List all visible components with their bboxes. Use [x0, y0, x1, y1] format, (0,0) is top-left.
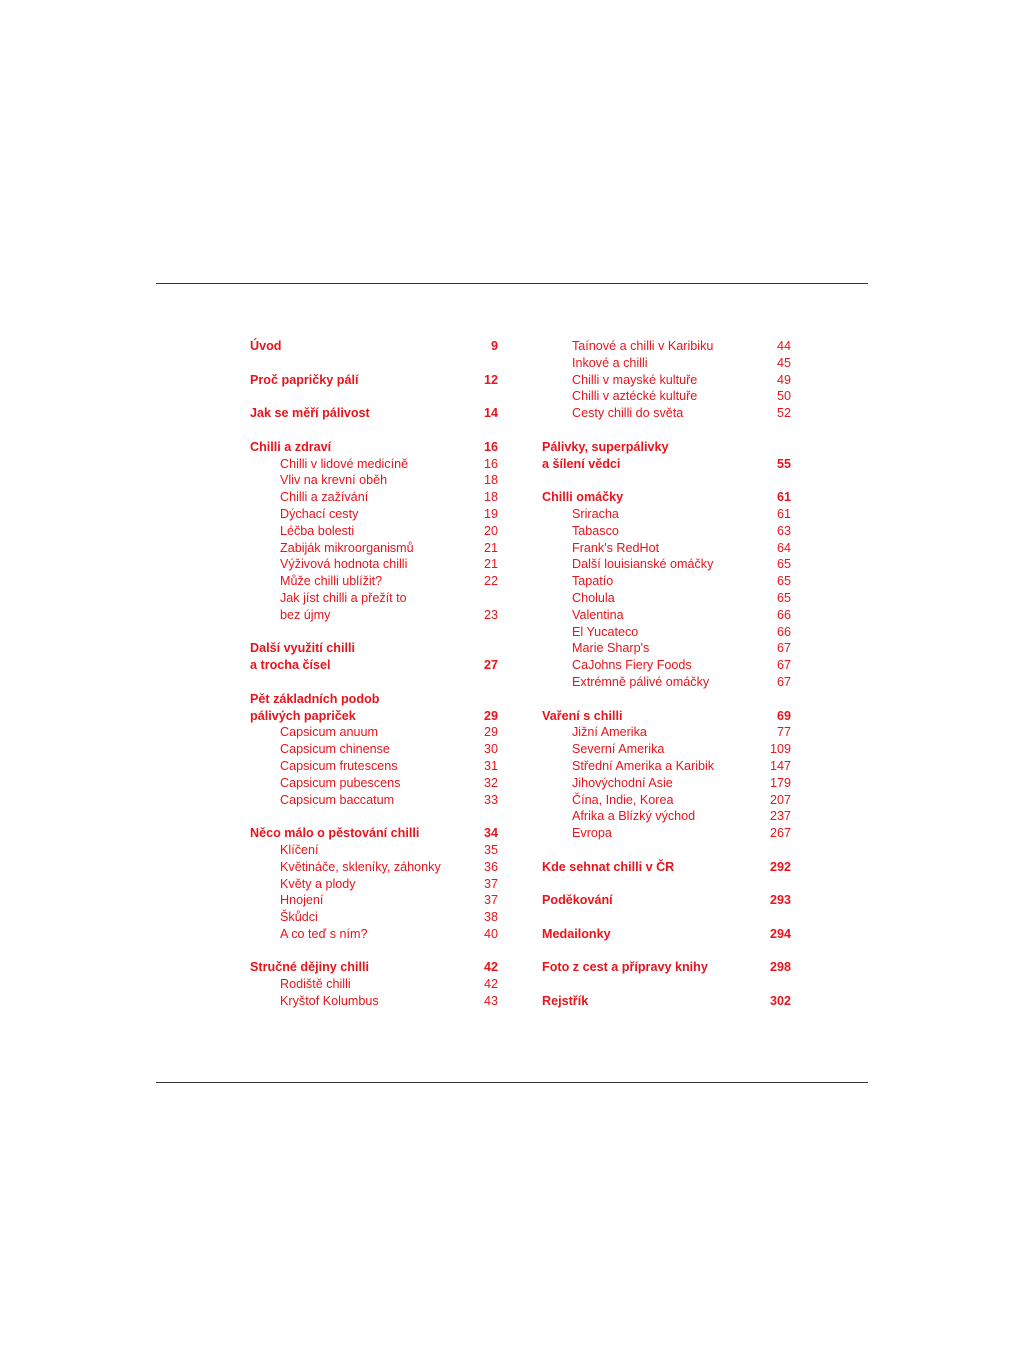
- toc-page-number: 29: [483, 725, 498, 740]
- toc-subsection: [250, 724, 498, 741]
- toc-page-number: 36: [483, 859, 498, 874]
- toc-chapter: [542, 708, 791, 725]
- toc-entry-title: Květy a plody: [280, 876, 356, 891]
- toc-chapter: [250, 338, 498, 355]
- toc-subsection: [250, 523, 498, 540]
- toc-entry-title: Tapatío: [572, 574, 614, 589]
- toc-chapter: [250, 691, 498, 708]
- toc-subsection: [542, 540, 791, 557]
- toc-spacer: [542, 909, 791, 926]
- toc-subsection: [250, 909, 498, 926]
- toc-page-number: 29: [483, 708, 498, 723]
- toc-page-number: 64: [776, 540, 791, 555]
- toc-page-number: 65: [776, 557, 791, 572]
- toc-chapter: [542, 993, 791, 1010]
- toc-subsection: [542, 775, 791, 792]
- toc-entry-title: Inkové a chilli: [572, 355, 648, 370]
- toc-page-number: 37: [483, 893, 498, 908]
- toc-page-number: 35: [483, 842, 498, 857]
- toc-chapter: [542, 926, 791, 943]
- toc-subsection: [542, 355, 791, 372]
- toc-subsection: [542, 724, 791, 741]
- toc-page-number: 66: [776, 624, 791, 639]
- toc-entry-title: a trocha čísel: [250, 658, 331, 673]
- toc-entry-title: Léčba bolesti: [280, 523, 355, 538]
- toc-spacer: [542, 876, 791, 893]
- toc-entry-title: Střední Amerika a Karibik: [572, 758, 715, 773]
- toc-page-number: 42: [483, 960, 498, 975]
- toc-entry-title: bez újmy: [280, 607, 331, 622]
- toc-page-number: 45: [776, 355, 791, 370]
- toc-subsection: [542, 640, 791, 657]
- toc-entry-title: Škůdci: [280, 910, 318, 925]
- toc-page-number: 50: [776, 389, 791, 404]
- toc-subsection: [250, 607, 498, 624]
- toc-entry-title: Něco málo o pěstování chilli: [250, 826, 420, 841]
- toc-subsection: [250, 540, 498, 557]
- toc-page-number: 12: [483, 372, 498, 387]
- toc-entry-title: Afrika a Blízký východ: [572, 809, 696, 824]
- toc-subsection: [542, 338, 791, 355]
- toc-spacer: [250, 388, 498, 405]
- toc-subsection: [250, 892, 498, 909]
- toc-subsection: [542, 825, 791, 842]
- toc-entry-title: Chilli v mayské kultuře: [572, 372, 698, 387]
- toc-entry-title: Valentina: [572, 607, 624, 622]
- toc-subsection: [250, 456, 498, 473]
- toc-entry-title: Úvod: [250, 339, 282, 353]
- toc-page-number: 61: [776, 506, 791, 521]
- toc-page-number: 18: [483, 473, 498, 488]
- toc-page-number: 179: [769, 775, 791, 790]
- toc-page-number: 207: [769, 792, 791, 807]
- toc-page-number: 267: [769, 826, 791, 841]
- toc-entry-title: Sriracha: [572, 506, 619, 521]
- toc-entry-title: Zabiják mikroorganismů: [280, 540, 414, 555]
- toc-spacer: [542, 472, 791, 489]
- toc-entry-title: Klíčení: [280, 842, 319, 857]
- toc-spacer: [542, 691, 791, 708]
- toc-subsection: [542, 607, 791, 624]
- toc-page-number: 77: [776, 725, 791, 740]
- toc-entry-title: Hnojení: [280, 893, 324, 908]
- toc-page-number: 33: [483, 792, 498, 807]
- toc-entry-title: Dýchací cesty: [280, 506, 359, 521]
- toc-entry-title: Medailonky: [542, 926, 611, 941]
- toc-page-number: 16: [483, 456, 498, 471]
- toc-chapter: [542, 892, 791, 909]
- toc-page-number: 69: [776, 708, 791, 723]
- toc-subsection: [250, 993, 498, 1010]
- toc-page-number: 52: [776, 406, 791, 421]
- toc-page-number: 22: [483, 574, 498, 589]
- toc-entry-title: Stručné dějiny chilli: [250, 960, 369, 975]
- toc-entry-title: Jak se měří pálivost: [250, 406, 370, 421]
- toc-spacer: [250, 674, 498, 691]
- toc-entry-title: Capsicum frutescens: [280, 758, 398, 773]
- toc-entry-title: Další využití chilli: [250, 641, 355, 656]
- toc-page-number: 30: [483, 742, 498, 757]
- toc-subsection: [250, 926, 498, 943]
- toc-subsection: [250, 976, 498, 993]
- toc-entry-title: Marie Sharp's: [572, 641, 650, 656]
- toc-spacer: [250, 808, 498, 825]
- toc-entry-title: Jak jíst chilli a přežít to: [280, 590, 407, 605]
- toc-entry-title: Vliv na krevní oběh: [280, 473, 388, 488]
- toc-subsection: [250, 472, 498, 489]
- toc-subsection: [250, 556, 498, 573]
- toc-entry-title: Rejstřík: [542, 994, 589, 1009]
- toc-page-number: 66: [776, 607, 791, 622]
- toc-page-number: 18: [483, 490, 498, 505]
- toc-page-number: 20: [483, 523, 498, 538]
- toc-subsection: [542, 506, 791, 523]
- toc-subsection: [250, 506, 498, 523]
- toc-chapter: [250, 405, 498, 422]
- toc-entry-title: Capsicum chinense: [280, 742, 390, 757]
- toc-entry-title: a šílení vědci: [542, 456, 621, 471]
- toc-page-number: 293: [769, 893, 791, 908]
- toc-page-number: 298: [769, 960, 791, 975]
- toc-entry-title: Capsicum anuum: [280, 725, 378, 740]
- toc-entry-title: Kde sehnat chilli v ČR: [542, 859, 675, 874]
- toc-entry-title: Pět základních podob: [250, 691, 380, 706]
- toc-spacer: [542, 422, 791, 439]
- toc-spacer: [250, 624, 498, 641]
- toc-entry-title: Kryštof Kolumbus: [280, 994, 379, 1009]
- toc-page-number: 63: [776, 523, 791, 538]
- toc-entry-title: Extrémně pálivé omáčky: [572, 674, 710, 689]
- toc-entry-title: Frank's RedHot: [572, 540, 660, 555]
- toc-page-number: 294: [769, 926, 791, 941]
- toc-chapter: [250, 708, 498, 725]
- toc-entry-title: Rodiště chilli: [280, 977, 351, 992]
- toc-entry-title: Chilli v aztécké kultuře: [572, 389, 698, 404]
- toc-subsection: [542, 372, 791, 389]
- toc-entry-title: Evropa: [572, 826, 612, 841]
- toc-page-number: 55: [776, 456, 791, 471]
- toc-subsection: [542, 388, 791, 405]
- toc-entry-title: Cesty chilli do světa: [572, 406, 684, 421]
- toc-chapter: [542, 456, 791, 473]
- toc-entry-title: Pálivky, superpálivky: [542, 439, 669, 454]
- toc-page-number: 292: [769, 859, 791, 874]
- toc-subsection: [250, 876, 498, 893]
- toc-subsection: [542, 573, 791, 590]
- toc-subsection: [542, 405, 791, 422]
- toc-spacer: [542, 943, 791, 960]
- toc-subsection: [542, 590, 791, 607]
- toc-subsection: [250, 590, 498, 607]
- toc-spacer: [250, 355, 498, 372]
- toc-entry-title: Capsicum baccatum: [280, 792, 395, 807]
- top-rule: [156, 283, 868, 284]
- toc-chapter: [250, 959, 498, 976]
- toc-entry-title: CaJohns Fiery Foods: [572, 658, 692, 673]
- toc-subsection: [542, 624, 791, 641]
- toc-page-number: 14: [483, 406, 498, 421]
- toc-page-number: 147: [769, 758, 791, 773]
- toc-subsection: [542, 741, 791, 758]
- toc-spacer: [542, 842, 791, 859]
- toc-page-number: 16: [483, 439, 498, 454]
- toc-subsection: [250, 573, 498, 590]
- toc-page-number: 34: [483, 826, 498, 841]
- toc-page-number: 67: [776, 658, 791, 673]
- toc-page-number: 37: [483, 876, 498, 891]
- toc-page-number: 19: [483, 506, 498, 521]
- toc-entry-title: Cholula: [572, 590, 615, 605]
- toc-subsection: [542, 674, 791, 691]
- toc-page-number: 109: [769, 742, 791, 757]
- toc-entry-title: Poděkování: [542, 893, 613, 908]
- toc-page-number: 302: [769, 994, 791, 1009]
- toc-chapter: [250, 825, 498, 842]
- toc-entry-title: Květináče, skleníky, záhonky: [280, 859, 441, 874]
- toc-subsection: [542, 657, 791, 674]
- toc-chapter: [250, 640, 498, 657]
- toc-entry-title: Severní Amerika: [572, 742, 665, 757]
- toc-entry-title: pálivých papriček: [250, 708, 356, 723]
- toc-entry-title: Vaření s chilli: [542, 708, 623, 723]
- toc-page-number: 67: [776, 674, 791, 689]
- toc-page-number: 27: [483, 658, 498, 673]
- toc-entry-title: Foto z cest a přípravy knihy: [542, 960, 708, 975]
- toc-page-number: 65: [776, 590, 791, 605]
- toc-page-number: 23: [483, 607, 498, 622]
- toc-subsection: [542, 523, 791, 540]
- toc-chapter: [542, 959, 791, 976]
- toc-entry-title: Proč papričky pálí: [250, 372, 359, 387]
- toc-chapter: [542, 439, 791, 456]
- toc-subsection: [542, 792, 791, 809]
- toc-subsection: [250, 489, 498, 506]
- toc-entry-title: Chilli omáčky: [542, 490, 624, 505]
- toc-chapter: [542, 859, 791, 876]
- toc-chapter: [250, 657, 498, 674]
- toc-entry-title: Jižní Amerika: [572, 725, 647, 740]
- toc-subsection: [250, 741, 498, 758]
- toc-entry-title: Čína, Indie, Korea: [572, 792, 674, 807]
- toc-subsection: [542, 758, 791, 775]
- toc-entry-title: Taínové a chilli v Karibiku: [572, 339, 714, 353]
- toc-page-number: 67: [776, 641, 791, 656]
- toc-subsection: [250, 758, 498, 775]
- toc-page-number: 49: [776, 372, 791, 387]
- toc-chapter: [250, 372, 498, 389]
- toc-entry-title: Chilli v lidové medicíně: [280, 456, 409, 471]
- toc-subsection: [250, 775, 498, 792]
- toc-subsection: [250, 792, 498, 809]
- toc-spacer: [542, 976, 791, 993]
- toc-entry-title: Může chilli ublížit?: [280, 574, 383, 589]
- bottom-rule: [156, 1082, 868, 1083]
- toc-entry-title: A co teď s ním?: [280, 926, 368, 941]
- toc-page-number: 43: [483, 994, 498, 1009]
- toc-entry-title: Výživová hodnota chilli: [280, 557, 408, 572]
- toc-chapter: [542, 489, 791, 506]
- toc-subsection: [542, 556, 791, 573]
- toc-page-number: 38: [483, 910, 498, 925]
- toc-entry-title: Chilli a zažívání: [280, 490, 369, 505]
- toc-spacer: [250, 943, 498, 960]
- toc-page-number: 9: [490, 339, 498, 353]
- toc-page-number: 21: [483, 557, 498, 572]
- toc-page-number: 44: [776, 339, 791, 353]
- toc-page-number: 42: [483, 977, 498, 992]
- toc-entry-title: Capsicum pubescens: [280, 775, 401, 790]
- toc-page-number: 237: [769, 809, 791, 824]
- toc-page-number: 32: [483, 775, 498, 790]
- toc-page-number: 40: [483, 926, 498, 941]
- toc-subsection: [250, 859, 498, 876]
- toc-chapter: [250, 439, 498, 456]
- toc-entry-title: Jihovýchodní Asie: [572, 775, 673, 790]
- toc-subsection: [542, 808, 791, 825]
- toc-entry-title: Další louisianské omáčky: [572, 557, 714, 572]
- toc-entry-title: Chilli a zdraví: [250, 439, 332, 454]
- toc-subsection: [250, 842, 498, 859]
- toc-page-number: 61: [776, 490, 791, 505]
- toc-column-right: [542, 338, 791, 1010]
- toc-entry-title: El Yucateco: [572, 624, 639, 639]
- toc-column-left: [250, 338, 498, 1010]
- toc-page-number: 65: [776, 574, 791, 589]
- toc-entry-title: Tabasco: [572, 523, 619, 538]
- toc-page-number: 31: [483, 758, 498, 773]
- toc-page-number: 21: [483, 540, 498, 555]
- toc-spacer: [250, 422, 498, 439]
